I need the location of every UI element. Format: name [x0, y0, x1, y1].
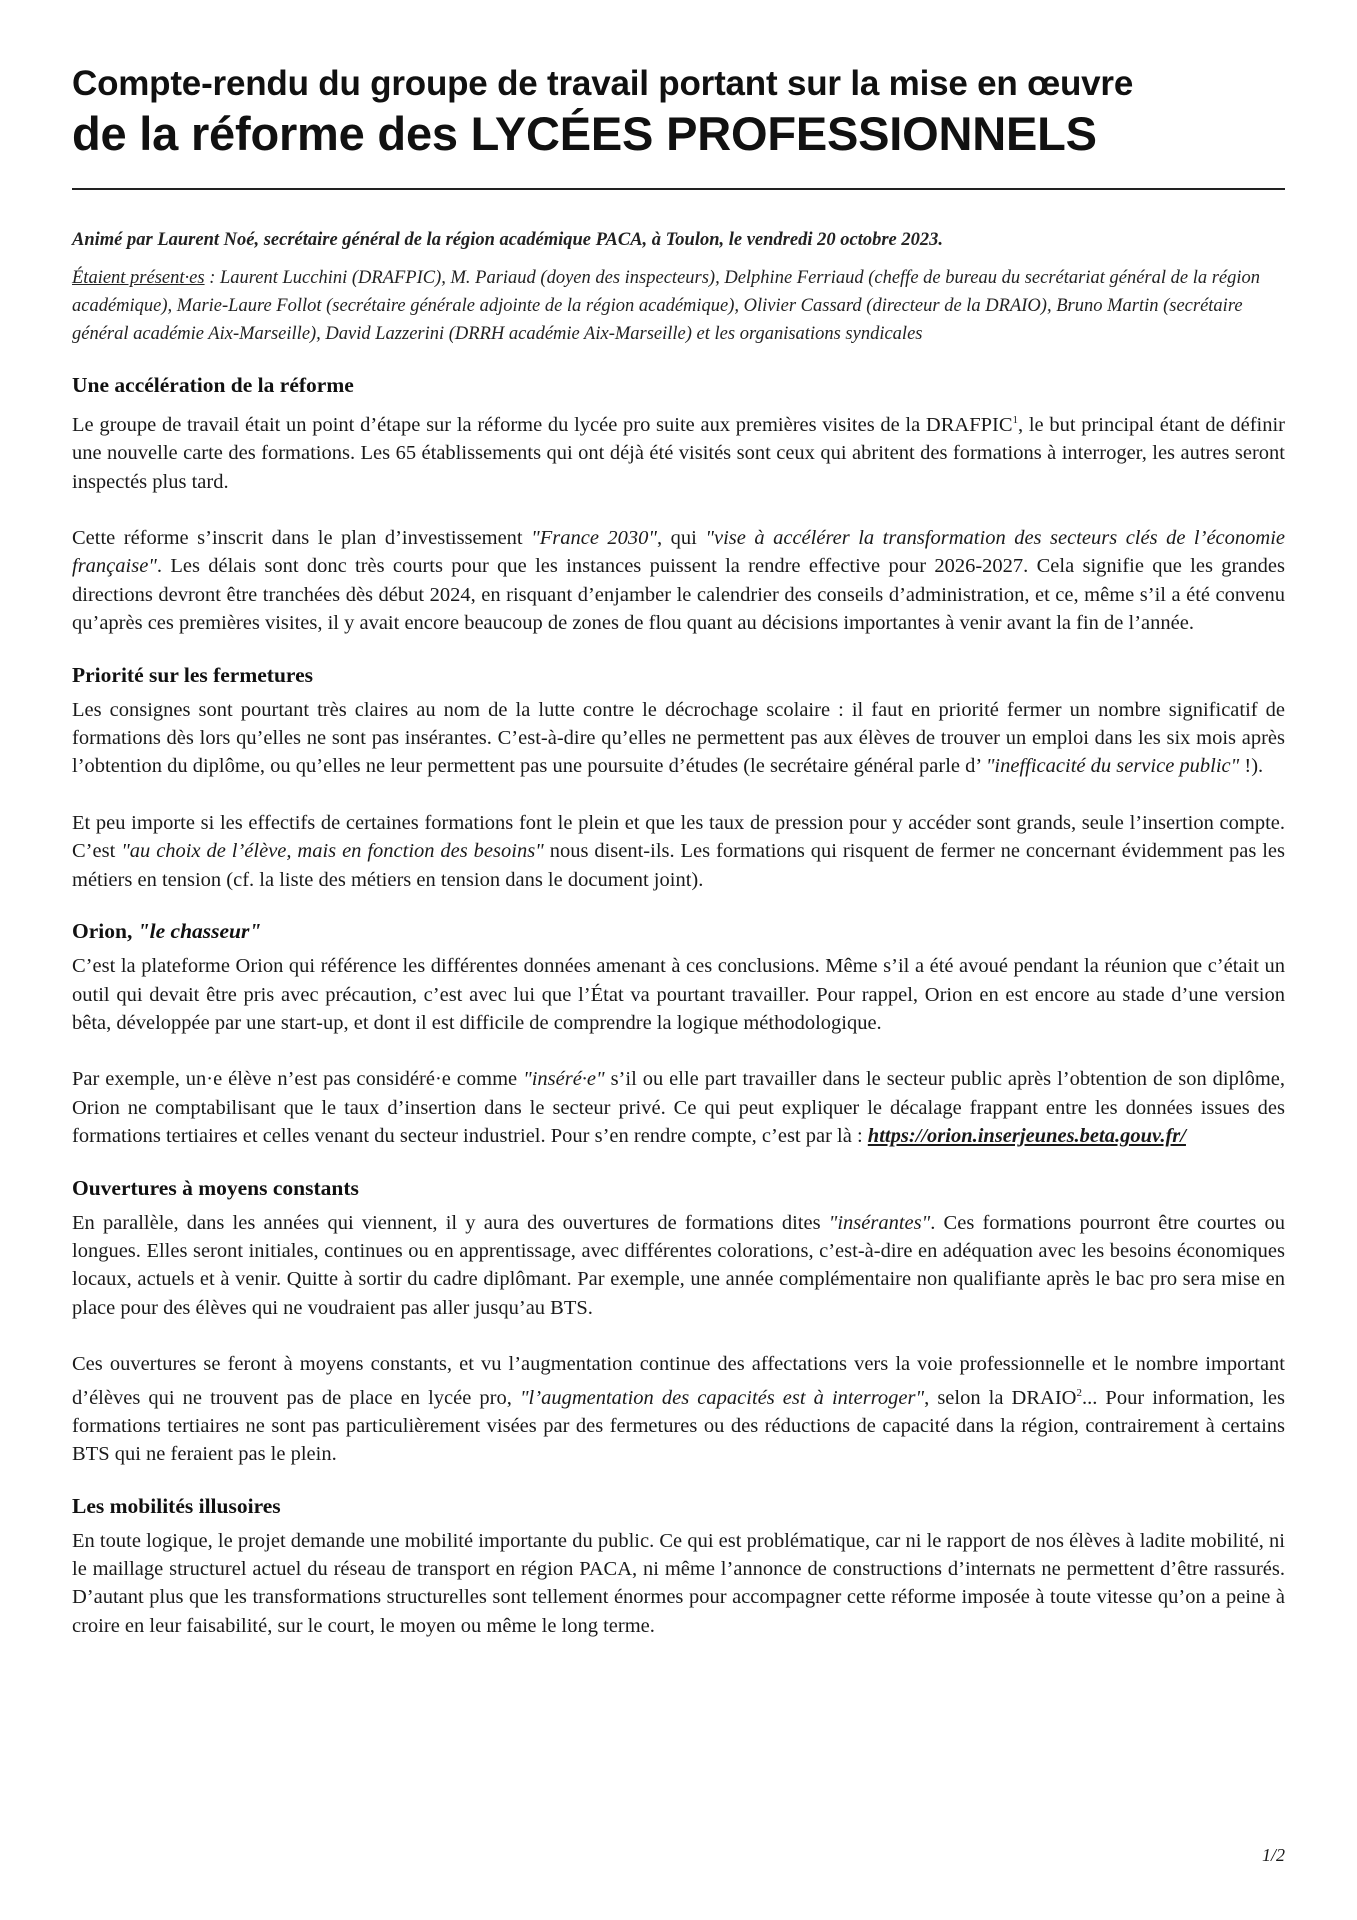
text-run: , le but principal étant de définir une nouvelle carte des formations. Les 65 établissements qui ont déjà été visités sont ceux qui abritent des formations à interroger, les autres seront inspectés plus tard. [72, 413, 1286, 493]
text-run: s’il ou elle part travailler dans le secteur public après l’obtention de son diplôme, Orion ne comptabilisant que le taux d’insertion dans le secteur privé. Ce qui peut expliquer le décalage frappant entre les données issues des formations tertiaires et celles venant du secteur industriel. Pour s’en rendre compte, c’est par là : [72, 1068, 1285, 1148]
text-run: nous disent-ils. Les formations qui risquent de fermer ne concernant évidemment pas les métiers en tension (cf. la liste des métiers en tension dans le document joint). [72, 840, 1285, 891]
text-run: . Ces formations pourront être courtes ou longues. Elles seront initiales, continues ou en apprentissage, avec différentes colorations, c’est-à-dire en adéquation avec les besoins économiques locaux, actuels et à venir. Quitte à sortir du cadre diplômant. Par exemple, une année complémentaire non qualifiante après le bac pro sera mise en place pour des élèves qui ne voudraient pas aller jusqu’au BTS. [72, 1211, 1285, 1319]
paragraph [72, 1209, 1285, 1323]
section-heading: Ouvertures à moyens constants [72, 1175, 359, 1200]
title-divider [72, 188, 1285, 190]
text-run: , selon la DRAIO [924, 1386, 1077, 1409]
quote: "inséré·e" [523, 1068, 605, 1091]
section-mobilites [72, 1491, 1285, 1641]
section-heading: Les mobilités illusoires [72, 1493, 281, 1518]
footnote-ref-2: 2 [1076, 1386, 1082, 1399]
title-line-1: Compte-rendu du groupe de travail portant sur la mise en œuvre [72, 64, 1134, 103]
quote: "au choix de l’élève, mais en fonction des besoins" [121, 840, 544, 863]
text-run: Les consignes sont pourtant très claires au nom de la lutte contre le décrochage scolaire : il faut en priorité fermer un nombre significatif de formations dès lors qu’elles ne sont pas insérantes. C’est-à-dire qu’elles ne permettent pas aux élèves de trouver un emploi dans les six mois après l’obtention du diplôme, ou qu’elles ne leur permettent pas une poursuite d’études (le secrétaire général parle d’ [72, 698, 1285, 778]
paragraph [72, 524, 1285, 638]
paragraph [72, 1350, 1285, 1468]
attendees-text: : Laurent Lucchini (DRAFPIC), M. Pariaud (doyen des inspecteurs), Delphine Ferriaud (cheffe de bureau du secrétariat général de la région académique), Marie-Laure Follot (secrétaire générale adjointe de la région académique), Olivier Cassard (directeur de la DRAIO), Bruno Martin (secrétaire général académie Aix-Marseille), David Lazzerini (DRRH académie Aix-Marseille) et les organisations syndicales [72, 268, 1261, 344]
text-run: En parallèle, dans les années qui viennent, il y aura des ouvertures de formations dites [72, 1211, 829, 1234]
section-heading [72, 916, 1285, 946]
paragraph [72, 696, 1285, 781]
quote: "l’augmentation des capacités est à interroger" [519, 1386, 925, 1409]
text-run: ... Pour information, les formations tertiaires ne sont pas particulièrement visées par des fermetures ou des réductions de capacité dans la région, contrairement à certains BTS qui ne feraient pas le plein. [72, 1386, 1285, 1466]
section-fermetures [72, 660, 1285, 894]
text-run: Par exemple, un·e élève n’est pas considéré·e comme [72, 1068, 524, 1091]
quote: "insérantes" [828, 1211, 931, 1234]
text-run: Le groupe de travail était un point d’étape sur la réforme du lycée pro suite aux premières visites de la DRAFPIC [72, 413, 1013, 436]
meeting-info [72, 226, 1285, 348]
paragraph [72, 809, 1285, 894]
text-run: Ces ouvertures se feront à moyens constants, et vu l’augmentation continue des affectations vers la voie professionnelle et le nombre important d’élèves qui ne trouvent pas de place en lycée pro, [72, 1353, 1285, 1409]
attendees-label: Étaient présent·es [72, 268, 205, 288]
text-run: Et peu importe si les effectifs de certaines formations font le plein et que les taux de pression pour y accéder sont grands, seule l’insertion compte. C’est [72, 811, 1285, 863]
heading-run: Orion, [72, 919, 138, 944]
text-run: !). [1239, 755, 1264, 778]
section-heading: Priorité sur les fermetures [72, 662, 313, 687]
footnote-ref-1: 1 [1012, 414, 1019, 426]
text-run: . Les délais sont donc très courts pour que les instances puissent la rendre effective pour 2026-2027. Cela signifie que les grandes directions devront être tranchées dès début 2024, en risquant d’enjamber le calendrier des conseils d’administration, et ce, même s’il a été convenu qu’après ces premières visites, il y avait encore beaucoup de zones de flou quant au décisions importantes à venir avant la fin de l’année. [72, 555, 1285, 635]
section-ouvertures [72, 1173, 1285, 1469]
document-title [72, 62, 1285, 162]
quote: "inefficacité du service public" [985, 755, 1240, 778]
attendees [72, 264, 1285, 348]
title-line-2: de la réforme des LYCÉES PROFESSIONNELS [72, 107, 1097, 160]
section-acceleration [72, 370, 1285, 638]
paragraph: En toute logique, le projet demande une mobilité importante du public. Ce qui est problématique, car ni le rapport de nos élèves à ladite mobilité, ni le maillage structurel actuel du réseau de transport en région PACA, ni même l’annonce de constructions d’internats ne permettent d’être rassurés. D’autant plus que les transformations structurelles sont tellement énormes pour accompagner cette réforme imposée à toute vitesse qu’on a peine à croire en leur faisabilité, sur le court, le moyen ou même le long terme. [72, 1529, 1285, 1637]
animated-by: Animé par Laurent Noé, secrétaire général de la région académique PACA, à Toulon, le vendredi 20 octobre 2023. [72, 230, 943, 250]
text-run: , qui [657, 527, 706, 550]
section-heading: Une accélération de la réforme [72, 373, 354, 397]
quote: "France 2030" [531, 527, 658, 550]
paragraph [72, 406, 1285, 496]
paragraph [72, 1065, 1285, 1150]
text-run: Cette réforme s’inscrit dans le plan d’investissement [72, 527, 532, 550]
heading-quote: "le chasseur" [137, 919, 262, 944]
page-number: 1/2 [1261, 1845, 1285, 1865]
paragraph: C’est la plateforme Orion qui référence les différentes données amenant à ces conclusions. Même s’il a été avoué pendant la réunion que c’était un outil qui devait être pris avec précaution, c’est avec lui que l’État va pourtant travailler. Pour rappel, Orion en est encore au stade d’une version bêta, développée par une start-up, et dont il est difficile de comprendre la logique méthodologique. [72, 955, 1285, 1034]
quote: "vise à accélérer la transformation des secteurs clés de l’économie française" [72, 527, 1285, 578]
orion-link[interactable]: https://orion.inserjeunes.beta.gouv.fr/ [867, 1125, 1186, 1148]
section-orion [72, 916, 1285, 1150]
